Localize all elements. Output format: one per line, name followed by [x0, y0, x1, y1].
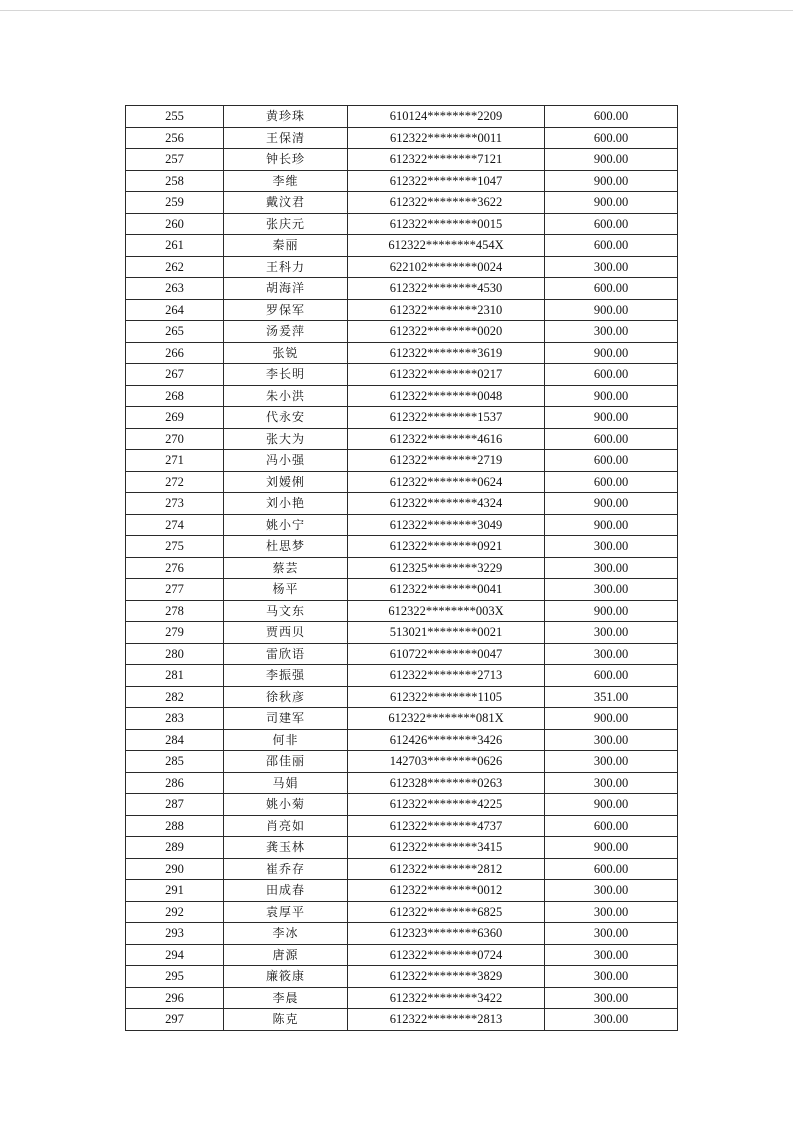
page-top-rule	[0, 10, 793, 11]
table-row	[126, 321, 678, 343]
row-number-cell: 259	[126, 192, 224, 214]
amount-cell: 300.00	[545, 772, 678, 794]
id-number-cell: 612322********0011	[348, 127, 545, 149]
table-row	[126, 428, 678, 450]
table-row	[126, 643, 678, 665]
amount-cell: 600.00	[545, 665, 678, 687]
amount-cell: 300.00	[545, 643, 678, 665]
row-number-cell: 271	[126, 450, 224, 472]
id-number-cell: 612322********2713	[348, 665, 545, 687]
name-cell: 冯小强	[224, 450, 348, 472]
table-row	[126, 299, 678, 321]
amount-cell: 600.00	[545, 235, 678, 257]
id-number-cell: 612322********4530	[348, 278, 545, 300]
amount-cell: 600.00	[545, 106, 678, 128]
id-number-cell: 612322********2813	[348, 1009, 545, 1031]
table-row	[126, 665, 678, 687]
name-cell: 姚小菊	[224, 794, 348, 816]
name-cell: 邵佳丽	[224, 751, 348, 773]
id-number-cell: 612322********0921	[348, 536, 545, 558]
id-number-cell: 612323********6360	[348, 923, 545, 945]
table-row	[126, 342, 678, 364]
amount-cell: 600.00	[545, 364, 678, 386]
name-cell: 李振强	[224, 665, 348, 687]
table-row	[126, 364, 678, 386]
table-row	[126, 256, 678, 278]
id-number-cell: 612322********7121	[348, 149, 545, 171]
row-number-cell: 295	[126, 966, 224, 988]
amount-cell: 300.00	[545, 536, 678, 558]
amount-cell: 600.00	[545, 213, 678, 235]
table-row	[126, 772, 678, 794]
row-number-cell: 294	[126, 944, 224, 966]
table-row	[126, 385, 678, 407]
id-number-cell: 612322********0020	[348, 321, 545, 343]
name-cell: 肖亮如	[224, 815, 348, 837]
name-cell: 何非	[224, 729, 348, 751]
table-row	[126, 622, 678, 644]
row-number-cell: 260	[126, 213, 224, 235]
id-number-cell: 612322********1105	[348, 686, 545, 708]
amount-cell: 900.00	[545, 149, 678, 171]
table-row	[126, 1009, 678, 1031]
id-number-cell: 612322********3619	[348, 342, 545, 364]
row-number-cell: 261	[126, 235, 224, 257]
amount-cell: 300.00	[545, 321, 678, 343]
name-cell: 唐源	[224, 944, 348, 966]
row-number-cell: 274	[126, 514, 224, 536]
row-number-cell: 265	[126, 321, 224, 343]
amount-cell: 300.00	[545, 880, 678, 902]
name-cell: 蔡芸	[224, 557, 348, 579]
amount-cell: 900.00	[545, 385, 678, 407]
row-number-cell: 282	[126, 686, 224, 708]
row-number-cell: 263	[126, 278, 224, 300]
name-cell: 徐秋彦	[224, 686, 348, 708]
name-cell: 王保清	[224, 127, 348, 149]
row-number-cell: 289	[126, 837, 224, 859]
row-number-cell: 267	[126, 364, 224, 386]
name-cell: 汤爰萍	[224, 321, 348, 343]
id-number-cell: 612322********0015	[348, 213, 545, 235]
name-cell: 廉筱康	[224, 966, 348, 988]
name-cell: 钟长珍	[224, 149, 348, 171]
row-number-cell: 297	[126, 1009, 224, 1031]
row-number-cell: 285	[126, 751, 224, 773]
name-cell: 李长明	[224, 364, 348, 386]
amount-cell: 600.00	[545, 450, 678, 472]
amount-cell: 300.00	[545, 729, 678, 751]
amount-cell: 300.00	[545, 1009, 678, 1031]
row-number-cell: 277	[126, 579, 224, 601]
row-number-cell: 257	[126, 149, 224, 171]
amount-cell: 900.00	[545, 170, 678, 192]
id-number-cell: 622102********0024	[348, 256, 545, 278]
amount-cell: 300.00	[545, 557, 678, 579]
id-number-cell: 612322********003X	[348, 600, 545, 622]
amount-cell: 300.00	[545, 901, 678, 923]
amount-cell: 600.00	[545, 428, 678, 450]
id-number-cell: 612322********4225	[348, 794, 545, 816]
row-number-cell: 264	[126, 299, 224, 321]
name-cell: 贾西贝	[224, 622, 348, 644]
id-number-cell: 612426********3426	[348, 729, 545, 751]
amount-cell: 300.00	[545, 923, 678, 945]
row-number-cell: 288	[126, 815, 224, 837]
id-number-cell: 612322********3422	[348, 987, 545, 1009]
row-number-cell: 262	[126, 256, 224, 278]
table-row	[126, 149, 678, 171]
row-number-cell: 268	[126, 385, 224, 407]
row-number-cell: 273	[126, 493, 224, 515]
table-row	[126, 493, 678, 515]
row-number-cell: 280	[126, 643, 224, 665]
name-cell: 龚玉林	[224, 837, 348, 859]
table-row	[126, 407, 678, 429]
name-cell: 胡海洋	[224, 278, 348, 300]
amount-cell: 300.00	[545, 751, 678, 773]
row-number-cell: 283	[126, 708, 224, 730]
name-cell: 李维	[224, 170, 348, 192]
table-row	[126, 235, 678, 257]
recipient-table	[125, 105, 678, 1031]
name-cell: 司建军	[224, 708, 348, 730]
id-number-cell: 612322********1047	[348, 170, 545, 192]
table-row	[126, 923, 678, 945]
amount-cell: 900.00	[545, 514, 678, 536]
name-cell: 马娟	[224, 772, 348, 794]
row-number-cell: 269	[126, 407, 224, 429]
id-number-cell: 612322********0724	[348, 944, 545, 966]
id-number-cell: 142703********0626	[348, 751, 545, 773]
table-row	[126, 536, 678, 558]
id-number-cell: 612322********4324	[348, 493, 545, 515]
table-row	[126, 837, 678, 859]
table-row	[126, 170, 678, 192]
id-number-cell: 612322********0048	[348, 385, 545, 407]
table-row	[126, 557, 678, 579]
name-cell: 杨平	[224, 579, 348, 601]
name-cell: 张大为	[224, 428, 348, 450]
table-row	[126, 686, 678, 708]
name-cell: 马文东	[224, 600, 348, 622]
id-number-cell: 612325********3229	[348, 557, 545, 579]
row-number-cell: 292	[126, 901, 224, 923]
name-cell: 田成春	[224, 880, 348, 902]
id-number-cell: 612322********0624	[348, 471, 545, 493]
table-row	[126, 278, 678, 300]
amount-cell: 600.00	[545, 127, 678, 149]
table-row	[126, 708, 678, 730]
name-cell: 陈克	[224, 1009, 348, 1031]
table-row	[126, 880, 678, 902]
id-number-cell: 612322********4737	[348, 815, 545, 837]
table-row	[126, 600, 678, 622]
amount-cell: 300.00	[545, 256, 678, 278]
id-number-cell: 610722********0047	[348, 643, 545, 665]
name-cell: 刘小艳	[224, 493, 348, 515]
amount-cell: 900.00	[545, 299, 678, 321]
row-number-cell: 276	[126, 557, 224, 579]
name-cell: 袁厚平	[224, 901, 348, 923]
name-cell: 戴汶君	[224, 192, 348, 214]
id-number-cell: 612322********3415	[348, 837, 545, 859]
name-cell: 张庆元	[224, 213, 348, 235]
name-cell: 王科力	[224, 256, 348, 278]
id-number-cell: 612322********0041	[348, 579, 545, 601]
id-number-cell: 612322********2812	[348, 858, 545, 880]
name-cell: 秦丽	[224, 235, 348, 257]
table-row	[126, 106, 678, 128]
row-number-cell: 255	[126, 106, 224, 128]
table-row	[126, 966, 678, 988]
row-number-cell: 256	[126, 127, 224, 149]
row-number-cell: 275	[126, 536, 224, 558]
row-number-cell: 291	[126, 880, 224, 902]
table-row	[126, 987, 678, 1009]
name-cell: 罗保军	[224, 299, 348, 321]
table-row	[126, 858, 678, 880]
recipient-table-body	[126, 106, 678, 1031]
amount-cell: 300.00	[545, 622, 678, 644]
amount-cell: 300.00	[545, 579, 678, 601]
name-cell: 李冰	[224, 923, 348, 945]
amount-cell: 900.00	[545, 794, 678, 816]
amount-cell: 900.00	[545, 342, 678, 364]
amount-cell: 600.00	[545, 471, 678, 493]
amount-cell: 900.00	[545, 708, 678, 730]
amount-cell: 300.00	[545, 944, 678, 966]
table-row	[126, 901, 678, 923]
id-number-cell: 612322********0012	[348, 880, 545, 902]
id-number-cell: 513021********0021	[348, 622, 545, 644]
amount-cell: 300.00	[545, 966, 678, 988]
table-row	[126, 127, 678, 149]
name-cell: 崔乔存	[224, 858, 348, 880]
name-cell: 李晨	[224, 987, 348, 1009]
name-cell: 黄珍珠	[224, 106, 348, 128]
amount-cell: 300.00	[545, 987, 678, 1009]
id-number-cell: 612322********3622	[348, 192, 545, 214]
table-row	[126, 794, 678, 816]
id-number-cell: 612328********0263	[348, 772, 545, 794]
row-number-cell: 281	[126, 665, 224, 687]
amount-cell: 600.00	[545, 278, 678, 300]
row-number-cell: 258	[126, 170, 224, 192]
amount-cell: 600.00	[545, 858, 678, 880]
document-sheet	[125, 105, 677, 1031]
id-number-cell: 612322********6825	[348, 901, 545, 923]
amount-cell: 900.00	[545, 600, 678, 622]
table-row	[126, 729, 678, 751]
table-row	[126, 514, 678, 536]
row-number-cell: 270	[126, 428, 224, 450]
amount-cell: 351.00	[545, 686, 678, 708]
name-cell: 朱小洪	[224, 385, 348, 407]
row-number-cell: 290	[126, 858, 224, 880]
amount-cell: 900.00	[545, 837, 678, 859]
id-number-cell: 612322********3829	[348, 966, 545, 988]
row-number-cell: 266	[126, 342, 224, 364]
row-number-cell: 278	[126, 600, 224, 622]
table-row	[126, 579, 678, 601]
id-number-cell: 612322********1537	[348, 407, 545, 429]
id-number-cell: 612322********2719	[348, 450, 545, 472]
table-row	[126, 192, 678, 214]
id-number-cell: 612322********4616	[348, 428, 545, 450]
name-cell: 杜思梦	[224, 536, 348, 558]
row-number-cell: 272	[126, 471, 224, 493]
amount-cell: 900.00	[545, 407, 678, 429]
table-row	[126, 815, 678, 837]
name-cell: 刘嫒俐	[224, 471, 348, 493]
amount-cell: 900.00	[545, 493, 678, 515]
row-number-cell: 279	[126, 622, 224, 644]
row-number-cell: 296	[126, 987, 224, 1009]
id-number-cell: 612322********081X	[348, 708, 545, 730]
table-row	[126, 471, 678, 493]
name-cell: 雷欣语	[224, 643, 348, 665]
name-cell: 代永安	[224, 407, 348, 429]
amount-cell: 900.00	[545, 192, 678, 214]
table-row	[126, 751, 678, 773]
name-cell: 张锐	[224, 342, 348, 364]
table-row	[126, 213, 678, 235]
row-number-cell: 284	[126, 729, 224, 751]
table-row	[126, 450, 678, 472]
row-number-cell: 287	[126, 794, 224, 816]
id-number-cell: 612322********2310	[348, 299, 545, 321]
id-number-cell: 612322********0217	[348, 364, 545, 386]
row-number-cell: 293	[126, 923, 224, 945]
name-cell: 姚小宁	[224, 514, 348, 536]
id-number-cell: 612322********454X	[348, 235, 545, 257]
table-row	[126, 944, 678, 966]
id-number-cell: 612322********3049	[348, 514, 545, 536]
id-number-cell: 610124********2209	[348, 106, 545, 128]
row-number-cell: 286	[126, 772, 224, 794]
amount-cell: 600.00	[545, 815, 678, 837]
